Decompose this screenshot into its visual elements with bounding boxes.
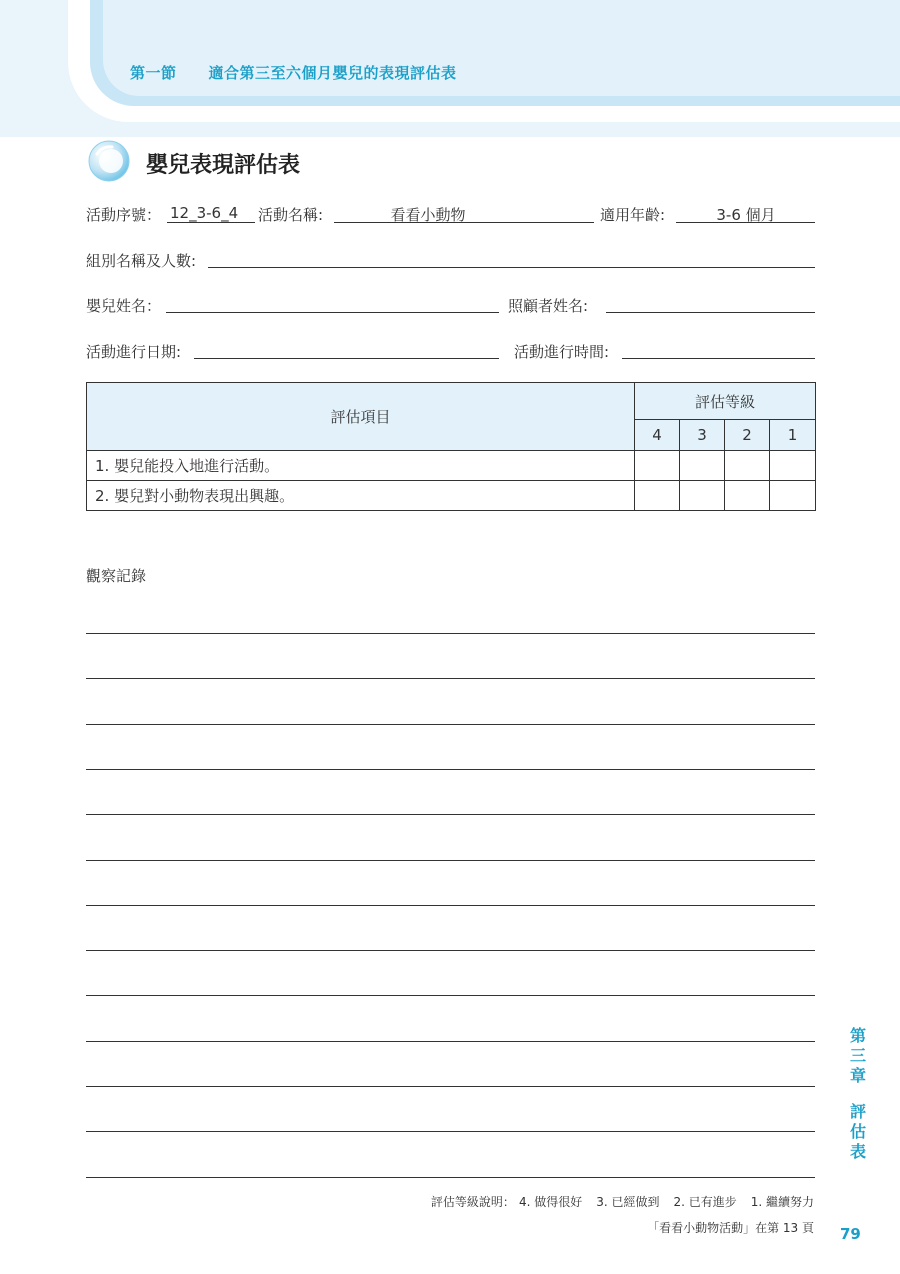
- observation-line[interactable]: [86, 1131, 815, 1132]
- grade-2: 2: [725, 420, 770, 451]
- observation-line[interactable]: [86, 905, 815, 906]
- item-2: 2. 嬰兒對小動物表現出興趣。: [87, 481, 635, 511]
- cell-grade-2[interactable]: [725, 481, 770, 511]
- activity-no-line: [167, 222, 255, 223]
- observation-line[interactable]: [86, 950, 815, 951]
- observation-line[interactable]: [86, 633, 815, 634]
- side-chapter: 第三章: [849, 1026, 866, 1085]
- side-name: 評估表: [849, 1102, 866, 1161]
- observation-line[interactable]: [86, 860, 815, 861]
- age-line: [676, 222, 815, 223]
- observation-line[interactable]: [86, 724, 815, 725]
- form-title: 嬰兒表現評估表: [146, 153, 301, 178]
- observation-line[interactable]: [86, 1086, 815, 1087]
- grade-legend: [431, 1193, 814, 1210]
- grade-header: 評估等級: [635, 383, 816, 420]
- observation-line[interactable]: [86, 678, 815, 679]
- legend-g1: 1. 繼續努力: [750, 1195, 814, 1209]
- grade-1: 1: [770, 420, 816, 451]
- cell-grade-2[interactable]: [725, 451, 770, 481]
- grade-3: 3: [680, 420, 725, 451]
- legend-label: 評估等級說明：: [430, 1195, 515, 1209]
- legend-g4: 4. 做得很好: [518, 1195, 583, 1209]
- table-row: [87, 451, 816, 481]
- observation-line[interactable]: [86, 769, 815, 770]
- observation-label: 觀察記錄: [86, 567, 147, 585]
- group-line[interactable]: [208, 267, 815, 268]
- cell-grade-3[interactable]: [680, 481, 725, 511]
- cell-grade-3[interactable]: [680, 451, 725, 481]
- legend-g3: 3. 已經做到: [596, 1195, 660, 1209]
- date-line[interactable]: [194, 358, 499, 359]
- date-label: 活動進行日期:: [86, 343, 182, 361]
- cell-grade-1[interactable]: [770, 451, 816, 481]
- activity-name-line: [334, 222, 594, 223]
- time-line[interactable]: [622, 358, 815, 359]
- cell-grade-4[interactable]: [635, 451, 680, 481]
- observation-line[interactable]: [86, 1177, 815, 1178]
- table-row: [87, 481, 816, 511]
- header-title: [130, 62, 457, 83]
- section-label: 第一節: [130, 64, 177, 82]
- activity-name-value: 看看小動物: [390, 206, 466, 224]
- observation-line[interactable]: [86, 814, 815, 815]
- bubble-icon: [88, 140, 130, 182]
- group-label: 組別名稱及人數:: [86, 252, 197, 270]
- cell-grade-4[interactable]: [635, 481, 680, 511]
- page-number: 79: [840, 1225, 861, 1243]
- section-title: 適合第三至六個月嬰兒的表現評估表: [208, 64, 457, 82]
- legend-g2: 2. 已有進步: [673, 1195, 737, 1209]
- time-label: 活動進行時間:: [514, 343, 610, 361]
- caregiver-line[interactable]: [606, 312, 815, 313]
- activity-no-label: 活動序號：: [86, 206, 162, 224]
- assessment-table: [86, 382, 816, 511]
- activity-name-label: 活動名稱:: [258, 206, 324, 224]
- baby-name-line[interactable]: [166, 312, 499, 313]
- item-1: 1. 嬰兒能投入地進行活動。: [87, 451, 635, 481]
- age-label: 適用年齡:: [600, 206, 666, 224]
- side-tab: [848, 1026, 868, 1162]
- item-header: 評估項目: [87, 383, 635, 451]
- cell-grade-1[interactable]: [770, 481, 816, 511]
- grade-4: 4: [635, 420, 680, 451]
- page-reference: 「看看小動物活動」在第 13 頁: [647, 1221, 814, 1235]
- age-value: 3-6 個月: [716, 206, 776, 224]
- activity-no-value: 12_3-6_4: [170, 204, 239, 222]
- observation-line[interactable]: [86, 995, 815, 996]
- baby-name-label: 嬰兒姓名：: [86, 297, 162, 315]
- observation-line[interactable]: [86, 1041, 815, 1042]
- caregiver-label: 照顧者姓名:: [508, 297, 589, 315]
